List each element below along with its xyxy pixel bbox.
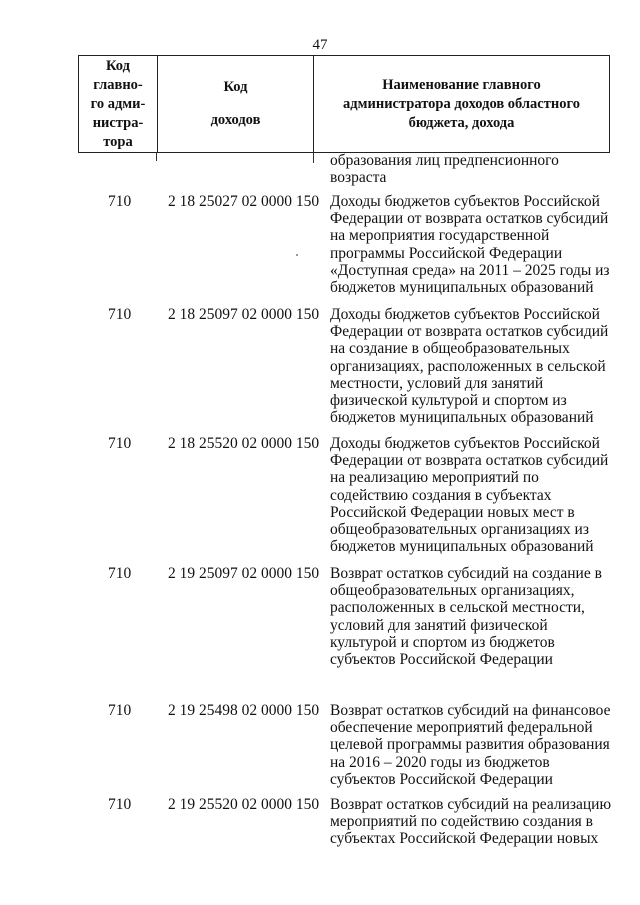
name-line: Доходы бюджетов субъектов Российской [330,306,600,323]
header-income-code-cell [158,56,314,152]
name-line: Возврат остатков субсидий на реализацию [330,796,612,813]
name-line: целевой программы развития образования [330,736,610,754]
name-cell [330,796,612,848]
table-header [78,55,610,153]
name-line: на мероприятия государственной [330,227,550,245]
header-name-line: Наименование главного [382,76,541,93]
admin-code-cell: 710 [108,702,132,719]
name-line: бюджетов муниципальных образований [330,538,594,556]
name-line: физической культурой и спортом из [330,392,567,410]
name-line: условий для занятий физической [330,616,548,634]
name-line: субъектов Российской Федерации [330,770,553,788]
income-code-cell: 2 19 25097 02 0000 150 [168,565,320,582]
header-admin-line: тора [103,133,133,150]
name-line: культурой и спортом из бюджетов [330,633,555,651]
name-line: образования лиц предпенсионного [330,152,559,169]
name-cell [330,306,609,427]
name-line: бюджетов муниципальных образований [330,279,594,297]
header-name-label [343,76,580,133]
name-line: программы Российской Федерации [330,244,563,262]
header-admin-code-cell [79,56,158,152]
admin-code-cell: 710 [108,193,132,210]
name-line: Возврат остатков субсидий на финансовое [330,702,611,719]
header-admin-line: нистра- [92,114,144,131]
income-code-cell: 2 19 25498 02 0000 150 [168,702,320,719]
admin-code-cell: 710 [108,435,132,452]
name-line: возраста [330,169,387,187]
header-name-cell [314,56,609,152]
admin-code-cell: 710 [108,565,132,582]
name-line: общеобразовательных организациях из [330,521,589,539]
name-line: Федерации от возврата остатков субсидий [330,323,609,341]
header-code-line: Код [223,79,248,95]
header-admin-code-label [91,57,146,152]
name-line: «Доступная среда» на 2011 – 2025 годы из [330,261,610,279]
name-line: местности, условий для занятий [330,374,544,392]
name-line: субъектов Российской Федерации [330,651,553,669]
column-divider [156,153,157,161]
name-line: мероприятий по содействию создания в [330,813,593,831]
name-line: Федерации от возврата остатков субсидий [330,452,609,470]
header-name-line: администратора доходов областного [343,95,580,112]
header-admin-line: го адми- [90,95,146,112]
name-cell [330,152,605,186]
header-name-line: бюджета, дохода [408,114,515,131]
header-admin-line: Код [106,57,130,74]
header-code-line: доходов [210,112,261,128]
admin-code-cell: 710 [108,306,132,323]
name-line: Возврат остатков субсидий на создание в [330,565,602,582]
header-income-code-label [211,78,261,130]
name-cell [330,702,611,788]
scan-speck [296,254,298,256]
admin-code-cell: 710 [108,796,132,813]
name-line: организациях, расположенных в сельской [330,357,606,375]
name-line: на реализацию мероприятий по [330,469,539,487]
name-line: субъектах Российской Федерации новых [330,830,599,848]
name-line: обеспечение мероприятий федеральной [330,719,593,737]
name-line: содействию создания в субъектах [330,486,552,504]
income-code-cell: 2 19 25520 02 0000 150 [168,796,320,813]
income-code-cell: 2 18 25027 02 0000 150 [168,193,320,210]
name-line: Федерации от возврата остатков субсидий [330,210,609,228]
income-code-cell: 2 18 25097 02 0000 150 [168,306,320,323]
name-line: на создание в общеобразовательных [330,340,570,358]
name-line: общеобразовательных организациях, [330,582,575,600]
name-line: Доходы бюджетов субъектов Российской [330,435,600,452]
income-code-cell: 2 18 25520 02 0000 150 [168,435,320,452]
name-line: бюджетов муниципальных образований [330,409,594,427]
page-number: 47 [312,37,328,53]
header-admin-line: главно- [93,76,143,93]
name-cell [330,193,610,297]
name-line: Доходы бюджетов субъектов Российской [330,193,600,210]
name-cell [330,565,605,668]
column-divider [313,153,314,163]
name-line: расположенных в сельской местности, [330,599,585,617]
name-line: на 2016 – 2020 годы из бюджетов [330,753,550,771]
name-cell [330,435,609,556]
name-line: Российской Федерации новых мест в [330,503,575,521]
